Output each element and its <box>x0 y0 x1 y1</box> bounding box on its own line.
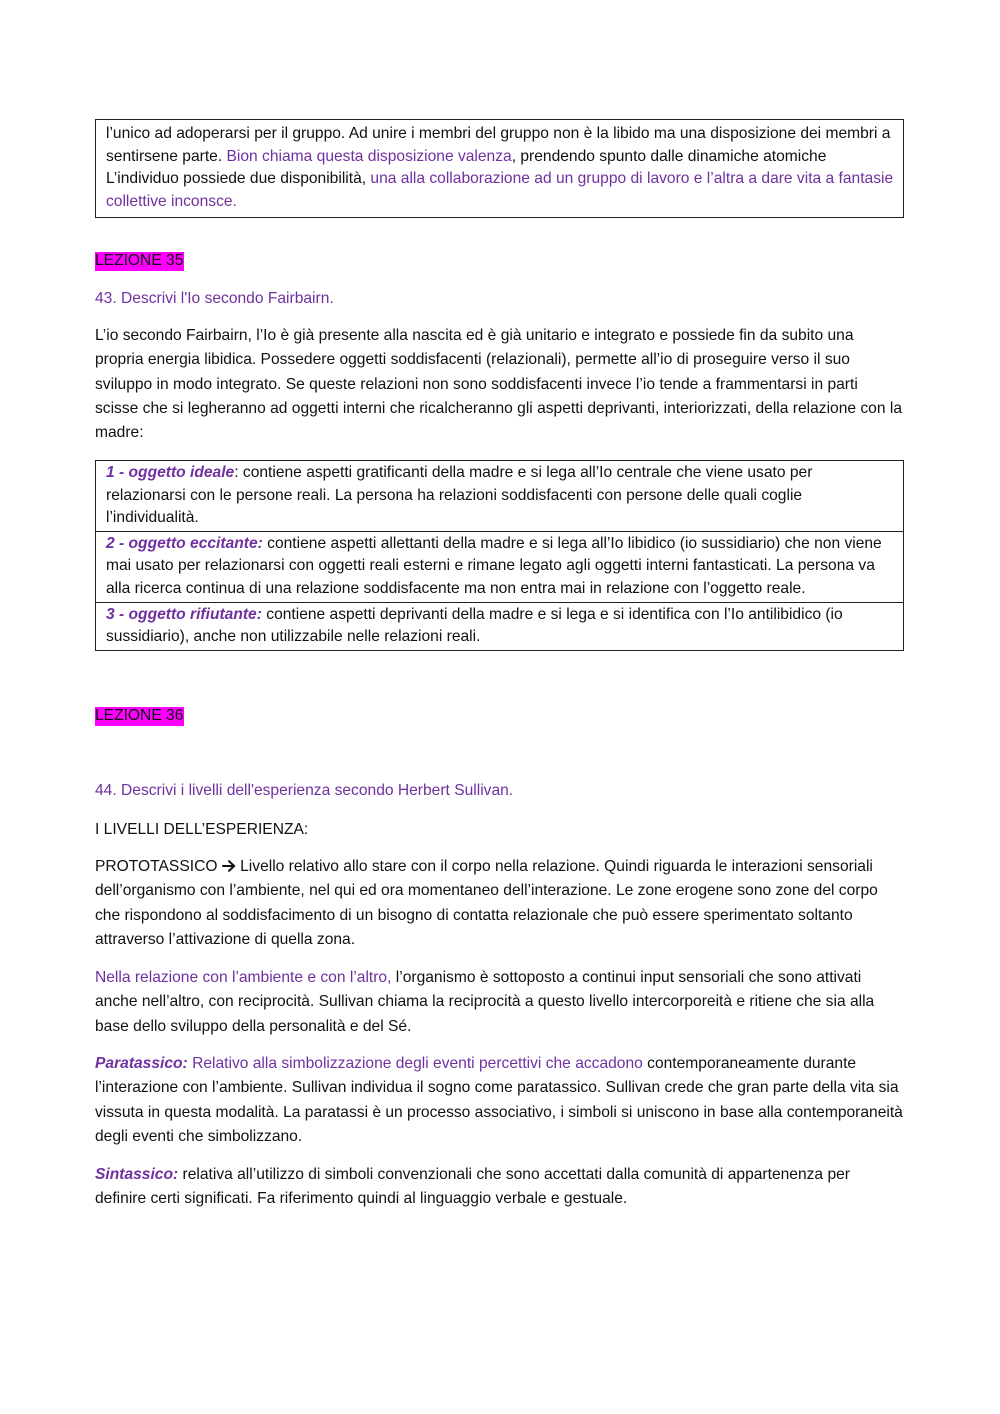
top-text-box <box>95 119 904 218</box>
paratassico-lead: Relativo alla simbolizzazione degli eventi percettivi che accadono <box>187 1055 643 1072</box>
lezione-35-label: LEZIONE 35 <box>95 252 184 269</box>
paratassico-paragraph <box>95 1052 905 1149</box>
question-44: 44. Descrivi i livelli dell'esperienza secondo Herbert Sullivan. <box>95 782 514 799</box>
table-cell <box>96 531 904 602</box>
table-cell <box>96 461 904 532</box>
table-cell <box>96 602 904 650</box>
lezione-35-heading <box>95 249 184 273</box>
top-box-text-1: l’unico ad adoperarsi per il gruppo. Ad unire i membri del gruppo non è la libido ma una disposizione dei membri a sentirsene parte. <box>106 125 891 165</box>
table-row <box>96 531 904 602</box>
oggetti-table <box>95 460 904 651</box>
oggetto-ideale-text: : contiene aspetti gratificanti della madre e si lega all’Io centrale che viene usato per relazionarsi con le persone reali. La persona ha relazioni soddisfacenti con persone delle quali coglie l’individualità. <box>106 464 813 527</box>
paratassico-text: contemporaneamente durante l’interazione con l’ambiente. Sullivan individua il sogno come paratassico. Sullivan crede che gran parte della vita sia vissuta in questa modalità. La paratassi è un processo associativo, i simboli si uniscono in base alla contemporaneità degli eventi che simbolizzano. <box>95 1055 903 1145</box>
oggetto-eccitante-text: contiene aspetti allettanti della madre e si lega all’Io libidico (io sussidiario) che non viene mai usato per relazionarsi con oggetti reali esterni e rimane legato agli oggetti interni fantasticati. La persona va alla ricerca continua di una relazione soddisfacente ma non entra mai in relazione con l’oggetto reale. <box>106 534 882 597</box>
oggetto-ideale-label: 1 - oggetto ideale <box>106 464 235 481</box>
sintassico-label: Sintassico: <box>95 1166 179 1183</box>
lezione-36-label: LEZIONE 36 <box>95 707 184 724</box>
table-row <box>96 461 904 532</box>
prototassico-text: Livello relativo allo stare con il corpo nella relazione. Quindi riguarda le interazioni sensoriali dell’organismo con l’ambiente, nel qui ed ora momentaneo dell’interazione. Le zone erogene sono zone del corpo che rispondono al soddisfacimento di un bisogno di contatta relazionale che può essere sperimentato soltanto attraverso l’attivazione di quella zona. <box>95 858 878 948</box>
oggetto-rifiutante-label: 3 - oggetto rifiutante: <box>106 605 262 623</box>
question-43: 43. Descrivi l'Io secondo Fairbairn. <box>95 290 334 307</box>
prototassico-paragraph <box>95 855 905 952</box>
oggetto-rifiutante-text: contiene aspetti deprivanti della madre e si lega e si identifica con l’Io antilibidico (io sussidiario), anche non utilizzabile nelle relazioni reali. <box>106 605 843 646</box>
relazione-lead: Nella relazione con l’ambiente e con l’altro, <box>95 969 396 986</box>
paragraph-43: L’io secondo Fairbairn, l’Io è già presente alla nascita ed è già unitario e integrato e possiede fin da subito una propria energia libidica. Possedere oggetti soddisfacenti (relazionali), permette all’io di proseguire verso il suo sviluppo in modo integrato. Se queste relazioni non sono soddisfacenti invece l’io tende a frammentarsi in parti scisse che si legheranno ad oggetti interni che ricalcheranno gli aspetti deprivanti, interiorizzati, della relazione con la madre: <box>95 327 902 442</box>
paratassico-label: Paratassico: <box>95 1055 188 1072</box>
oggetto-eccitante-label: 2 - oggetto eccitante: <box>106 534 263 552</box>
top-box-text-2: , prendendo spunto dalle dinamiche atomiche L’individuo possiede due disponibilità, <box>106 147 827 187</box>
lezione-36-heading <box>95 704 184 728</box>
relazione-text: l’organismo è sottoposto a continui input sensoriali che sono attivati anche nell’altro, con reciprocità. Sullivan chiama la reciprocità a questo livello intercorporeità e ritiene che sia alla base dello sviluppo della personalità e del Sé. <box>95 969 875 1035</box>
arrow-right-icon <box>222 860 236 872</box>
table-row <box>96 602 904 650</box>
top-box-disponibilita: una alla collaborazione ad un gruppo di lavoro e l’altra a dare vita a fantasie collettive inconsce. <box>106 170 894 210</box>
livelli-title: I LIVELLI DELL’ESPERIENZA: <box>95 821 309 838</box>
relazione-paragraph <box>95 966 905 1039</box>
top-box-valenza: Bion chiama questa disposizione valenza <box>226 147 512 165</box>
sintassico-paragraph <box>95 1163 905 1212</box>
prototassico-label: PROTOTASSICO <box>95 858 222 875</box>
sintassico-text: relativa all’utilizzo di simboli convenzionali che sono accettati dalla comunità di appartenenza per definire certi significati. Fa riferimento quindi al linguaggio verbale e gestuale. <box>95 1166 850 1208</box>
